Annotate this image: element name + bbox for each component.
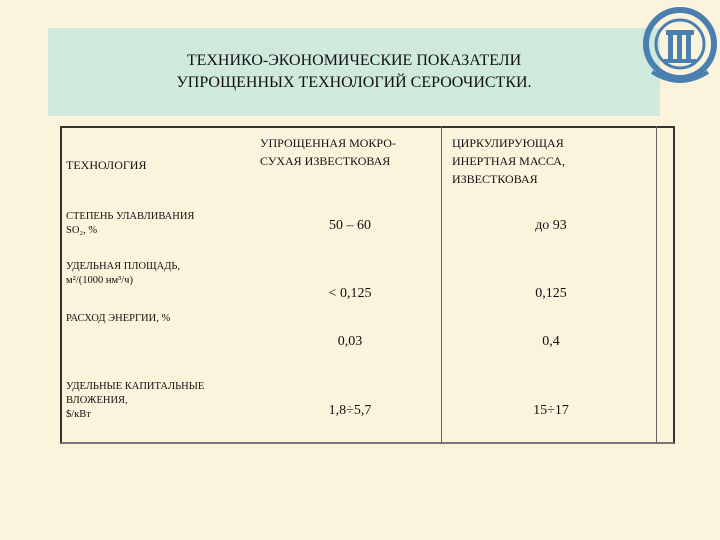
- row-label-capital-investment: УДЕЛЬНЫЕ КАПИТАЛЬНЫЕ ВЛОЖЕНИЯ, $/кВт: [66, 381, 205, 420]
- column-divider: [441, 126, 442, 444]
- title-line-2: УПРОЩЕННЫХ ТЕХНОЛОГИЙ СЕРООЧИСТКИ.: [176, 74, 532, 91]
- header-col-mokro-sukhaya: УПРОЩЕННАЯ МОКРО- СУХАЯ ИЗВЕСТКОВАЯ: [260, 136, 396, 168]
- title-banner: [48, 28, 660, 116]
- header-technology: ТЕХНОЛОГИЯ: [66, 158, 147, 172]
- title-line-1: ТЕХНИКО-ЭКОНОМИЧЕСКИЕ ПОКАЗАТЕЛИ: [186, 52, 522, 69]
- row-label-specific-area: УДЕЛЬНАЯ ПЛОЩАДЬ, м²/(1000 нм³/ч): [66, 261, 181, 286]
- value-area-mokro: < 0,125: [328, 286, 372, 301]
- value-energy-inert: 0,4: [542, 334, 560, 349]
- value-capital-inert: 15÷17: [533, 403, 569, 418]
- value-area-inert: 0,125: [535, 286, 567, 301]
- row-label-energy-consumption: РАСХОД ЭНЕРГИИ, %: [66, 313, 171, 324]
- value-energy-mokro: 0,03: [337, 334, 363, 349]
- value-so2-inert: до 93: [535, 218, 567, 233]
- header-col-cirkuliruyushchaya: ЦИРКУЛИРУЮЩАЯ ИНЕРТНАЯ МАССА, ИЗВЕСТКОВАЯ: [452, 136, 565, 186]
- row-label-so2-capture: СТЕПЕНЬ УЛАВЛИВАНИЯ SO₂, %: [66, 211, 195, 236]
- value-so2-mokro: 50 – 60: [329, 218, 371, 233]
- column-divider-right: [656, 126, 657, 444]
- university-logo-icon: [638, 2, 718, 92]
- value-capital-mokro: 1,8÷5,7: [328, 403, 372, 418]
